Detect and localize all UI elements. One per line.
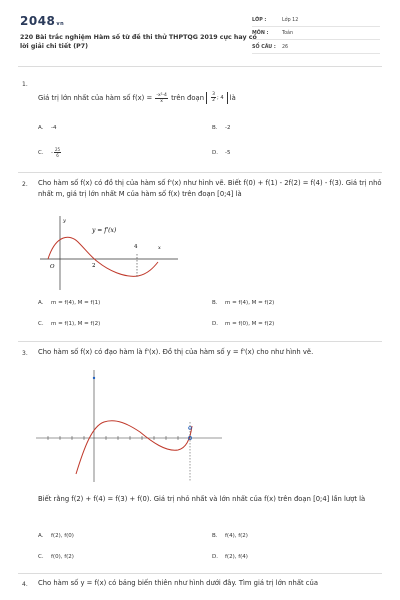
divider [252,39,380,40]
fraction-numerator: 25 [55,147,61,152]
option-letter: C. [38,321,44,327]
fraction [155,93,168,104]
site-logo[interactable] [20,14,64,28]
question-2-text: Cho hàm số f(x) có đồ thị của hàm số f'(x) như hình vẽ. Biết f(0) + f(1) - 2f(2) = f(4) - f(3). Giá trị nhỏ nhất m, giá trị lớn nhất M của hàm số f(x) trên đoạn [0;4] là [38,179,382,198]
option-letter: D. [212,150,218,156]
option-letter: D. [212,554,218,560]
question-number: 4. [22,581,28,588]
option-letter: B. [212,125,218,131]
option-c[interactable] [38,554,74,560]
meta-label: MÔN : [252,31,269,36]
option-letter: A. [38,125,44,131]
question-divider [18,172,382,173]
derivative-curve [48,237,158,276]
logo-text: 2048 [20,14,56,28]
divider [252,26,380,27]
option-letter: C. [38,150,44,156]
curve-label: y = f'(x) [92,227,117,234]
meta-value: Toán [282,31,294,36]
question-number: 3. [22,350,28,357]
fraction-numerator: 3 [212,92,216,97]
tick-label-2: 2 [92,263,96,269]
page-title: 220 Bài trắc nghiệm Hàm số từ đề thi thử THPTQG 2019 cực hay có lời giải chi tiết (P7) [20,34,257,50]
option-letter: C. [38,554,44,560]
option-d[interactable] [212,150,230,156]
option-text: -2 [225,125,231,131]
meta-value: 26 [282,45,289,50]
logo-suffix: vn [56,21,65,27]
fraction-denominator: 2 [212,98,216,103]
meta-label: SỐ CÂU : [252,45,276,50]
option-a[interactable] [38,300,100,306]
question-1-text [38,92,236,104]
fraction [211,92,216,103]
option-d[interactable] [212,321,274,327]
question-text: Giá trị lớn nhất của hàm số f(x) = [38,94,153,102]
interval [206,92,227,104]
fraction-denominator: x [160,98,163,104]
option-a[interactable] [38,533,74,539]
derivative-graph-2 [36,366,226,484]
question-text: là [229,94,236,102]
option-text: m = f(4), M = f(1) [51,300,101,306]
question-4-text: Cho hàm số y = f(x) có bảng biến thiên như hình dưới đây. Tìm giá trị lớn nhất của [38,579,319,587]
derivative-curve [76,421,192,474]
question-number: 1. [22,81,28,88]
fraction-numerator: -x²-4 [156,92,167,98]
divider [252,53,380,54]
meta-subject [252,31,293,36]
option-text: f(4), f(2) [225,533,248,539]
question-divider [18,341,382,342]
question-3-text-2: Biết rằng f(2) + f(4) = f(3) + f(0). Giá trị nhỏ nhất và lớn nhất của f(x) trên đoạn [0;4] lần lượt là [38,495,366,503]
tick-label-4: 4 [134,244,138,250]
option-text: -4 [51,125,57,131]
option-letter: B. [212,533,218,539]
option-b[interactable] [212,300,274,306]
option-letter: B. [212,300,218,306]
option-a[interactable] [38,125,56,131]
header-divider [18,66,382,67]
option-text: f(2), f(4) [225,554,248,560]
option-c[interactable] [38,147,62,158]
option-b[interactable] [212,533,248,539]
option-d[interactable] [212,554,248,560]
meta-value: Lớp 12 [282,18,299,23]
fraction-denominator: 6 [56,153,59,158]
interval-end: ; 4 [217,95,224,101]
option-text: - [51,150,53,156]
option-text: f(2), f(0) [51,533,74,539]
meta-count [252,45,288,50]
question-3-text: Cho hàm số f(x) có đạo hàm là f'(x). Đồ thị của hàm số y = f'(x) cho như hình vẽ. [38,348,314,356]
derivative-graph [38,212,188,292]
option-c[interactable] [38,321,100,327]
option-letter: A. [38,300,44,306]
axis-marker [93,377,95,379]
y-axis-label: y [63,218,66,224]
option-b[interactable] [212,125,230,131]
option-text: m = f(0), M = f(2) [225,321,275,327]
x-axis-label: x [158,245,161,251]
option-text: -5 [225,150,231,156]
fraction [54,147,61,158]
option-text: f(0), f(2) [51,554,74,560]
option-text: m = f(4), M = f(2) [225,300,275,306]
option-text: m = f(1), M = f(2) [51,321,101,327]
option-letter: D. [212,321,218,327]
question-number: 2. [22,181,28,188]
question-divider [18,573,382,574]
meta-label: LỚP : [252,18,267,23]
meta-class [252,18,298,23]
option-letter: A. [38,533,44,539]
question-text: trên đoạn [171,94,204,102]
origin-label: O [50,264,55,270]
